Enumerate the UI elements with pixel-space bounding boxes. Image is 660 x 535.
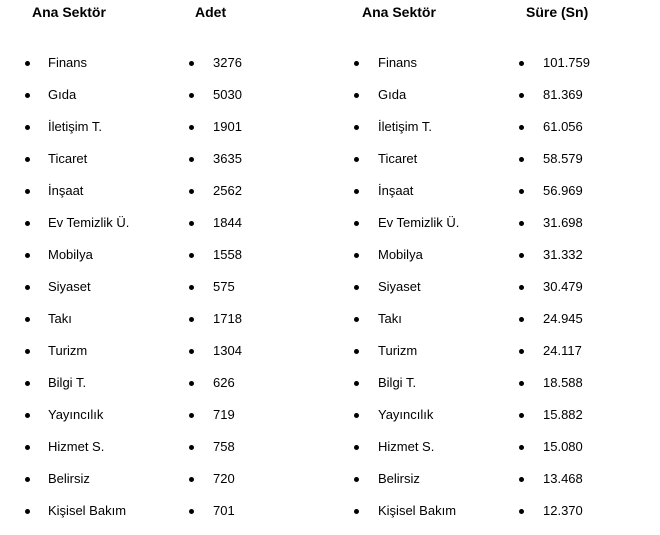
list-item-text: Ticaret <box>48 151 88 166</box>
list-item-text: Takı <box>378 311 402 326</box>
bullet-icon <box>354 61 359 66</box>
bullet-icon <box>189 253 194 258</box>
bullet-icon <box>519 253 524 258</box>
list-item-text: Mobilya <box>48 247 93 262</box>
list-item-text: 13.468 <box>543 471 583 486</box>
list-item-text: Belirsiz <box>378 471 420 486</box>
list-item-text: İnşaat <box>378 183 414 198</box>
list-item-text: 1304 <box>213 343 242 358</box>
list-item-text: Mobilya <box>378 247 423 262</box>
bullet-icon <box>354 381 359 386</box>
bullet-icon <box>25 317 30 322</box>
list-item-text: 575 <box>213 279 235 294</box>
bullet-icon <box>354 509 359 514</box>
bullet-icon <box>519 445 524 450</box>
list-item-text: 1901 <box>213 119 242 134</box>
list-item-text: 12.370 <box>543 503 583 518</box>
list-item-text: 626 <box>213 375 235 390</box>
header-sector-left: Ana Sektör <box>32 4 106 20</box>
list-item-text: Takı <box>48 311 72 326</box>
bullet-icon <box>189 509 194 514</box>
bullet-icon <box>519 509 524 514</box>
bullet-icon <box>25 253 30 258</box>
list-item-text: 2562 <box>213 183 242 198</box>
bullet-icon <box>189 125 194 130</box>
bullet-icon <box>354 285 359 290</box>
list-item-text: 24.117 <box>543 343 582 358</box>
list-item-text: 18.588 <box>543 375 583 390</box>
list-item-text: 31.332 <box>543 247 583 262</box>
bullet-icon <box>25 221 30 226</box>
bullet-icon <box>519 477 524 482</box>
bullet-icon <box>354 445 359 450</box>
bullet-icon <box>354 157 359 162</box>
list-item-text: 31.698 <box>543 215 583 230</box>
bullet-icon <box>25 509 30 514</box>
bullet-icon <box>189 221 194 226</box>
bullet-icon <box>519 125 524 130</box>
list-item-text: 15.080 <box>543 439 583 454</box>
list-item-text: Bilgi T. <box>378 375 417 390</box>
bullet-icon <box>25 189 30 194</box>
bullet-icon <box>189 317 194 322</box>
bullet-icon <box>519 189 524 194</box>
bullet-icon <box>189 61 194 66</box>
bullet-icon <box>25 477 30 482</box>
list-item-text: Finans <box>378 55 418 70</box>
bullet-icon <box>189 477 194 482</box>
list-item-text: Kişisel Bakım <box>48 503 127 518</box>
bullet-icon <box>189 349 194 354</box>
list-item-text: Yayıncılık <box>378 407 434 422</box>
bullet-icon <box>354 221 359 226</box>
list-item-text: Ev Temizlik Ü. <box>48 215 130 230</box>
list-item-text: Hizmet S. <box>48 439 105 454</box>
list-item-text: Siyaset <box>378 279 421 294</box>
list-item-text: 15.882 <box>543 407 583 422</box>
list-item-text: 30.479 <box>543 279 583 294</box>
bullet-icon <box>189 93 194 98</box>
list-item-text: Turizm <box>48 343 88 358</box>
list-item-text: 24.945 <box>543 311 583 326</box>
list-item-text: Ticaret <box>378 151 418 166</box>
list-item-text: Yayıncılık <box>48 407 104 422</box>
bullet-icon <box>25 157 30 162</box>
header-sector-right: Ana Sektör <box>362 4 436 20</box>
list-item-text: 58.579 <box>543 151 583 166</box>
bullet-icon <box>25 125 30 130</box>
bullet-icon <box>519 61 524 66</box>
list-item-text: 720 <box>213 471 235 486</box>
bullet-icon <box>519 381 524 386</box>
bullet-icon <box>354 413 359 418</box>
bullet-icon <box>354 477 359 482</box>
bullet-icon <box>189 445 194 450</box>
header-count: Adet <box>195 4 227 20</box>
list-item-text: 101.759 <box>543 55 590 70</box>
list-item-text: Siyaset <box>48 279 91 294</box>
list-item-text: Gıda <box>48 87 77 102</box>
bullet-icon <box>354 93 359 98</box>
list-item-text: Turizm <box>378 343 418 358</box>
bullet-icon <box>354 349 359 354</box>
bullet-icon <box>354 125 359 130</box>
list-item-text: 758 <box>213 439 235 454</box>
bullet-icon <box>25 285 30 290</box>
list-item-text: Ev Temizlik Ü. <box>378 215 460 230</box>
list-item-text: Hizmet S. <box>378 439 435 454</box>
bullet-icon <box>189 381 194 386</box>
list-item-text: İletişim T. <box>48 119 102 134</box>
list-item-text: 81.369 <box>543 87 583 102</box>
bullet-icon <box>519 317 524 322</box>
bullet-icon <box>519 221 524 226</box>
list-item-text: Kişisel Bakım <box>378 503 457 518</box>
list-item-text: Gıda <box>378 87 407 102</box>
bullet-icon <box>354 253 359 258</box>
list-item-text: 61.056 <box>543 119 583 134</box>
list-item-text: 3635 <box>213 151 242 166</box>
list-item-text: 701 <box>213 503 235 518</box>
bullet-icon <box>189 285 194 290</box>
bullet-icon <box>25 349 30 354</box>
list-item-text: 1718 <box>213 311 242 326</box>
list-item-text: 5030 <box>213 87 242 102</box>
bullet-icon <box>519 93 524 98</box>
list-item-text: 3276 <box>213 55 242 70</box>
bullet-icon <box>354 317 359 322</box>
list-item-text: 1558 <box>213 247 242 262</box>
list-item-text: Bilgi T. <box>48 375 87 390</box>
list-item-text: Belirsiz <box>48 471 90 486</box>
bullet-icon <box>519 157 524 162</box>
list-item-text: 719 <box>213 407 235 422</box>
bullet-icon <box>25 61 30 66</box>
bullet-icon <box>519 285 524 290</box>
list-item-text: İnşaat <box>48 183 84 198</box>
bullet-icon <box>25 413 30 418</box>
bullet-icon <box>25 93 30 98</box>
bullet-icon <box>519 413 524 418</box>
bullet-icon <box>189 413 194 418</box>
list-item-text: 56.969 <box>543 183 583 198</box>
list-item-text: İletişim T. <box>378 119 432 134</box>
bullet-icon <box>25 381 30 386</box>
bullet-icon <box>519 349 524 354</box>
bullet-icon <box>25 445 30 450</box>
list-item-text: Finans <box>48 55 88 70</box>
bullet-icon <box>189 157 194 162</box>
bullet-icon <box>189 189 194 194</box>
bullet-icon <box>354 189 359 194</box>
header-duration: Süre (Sn) <box>526 4 589 20</box>
list-item-text: 1844 <box>213 215 242 230</box>
